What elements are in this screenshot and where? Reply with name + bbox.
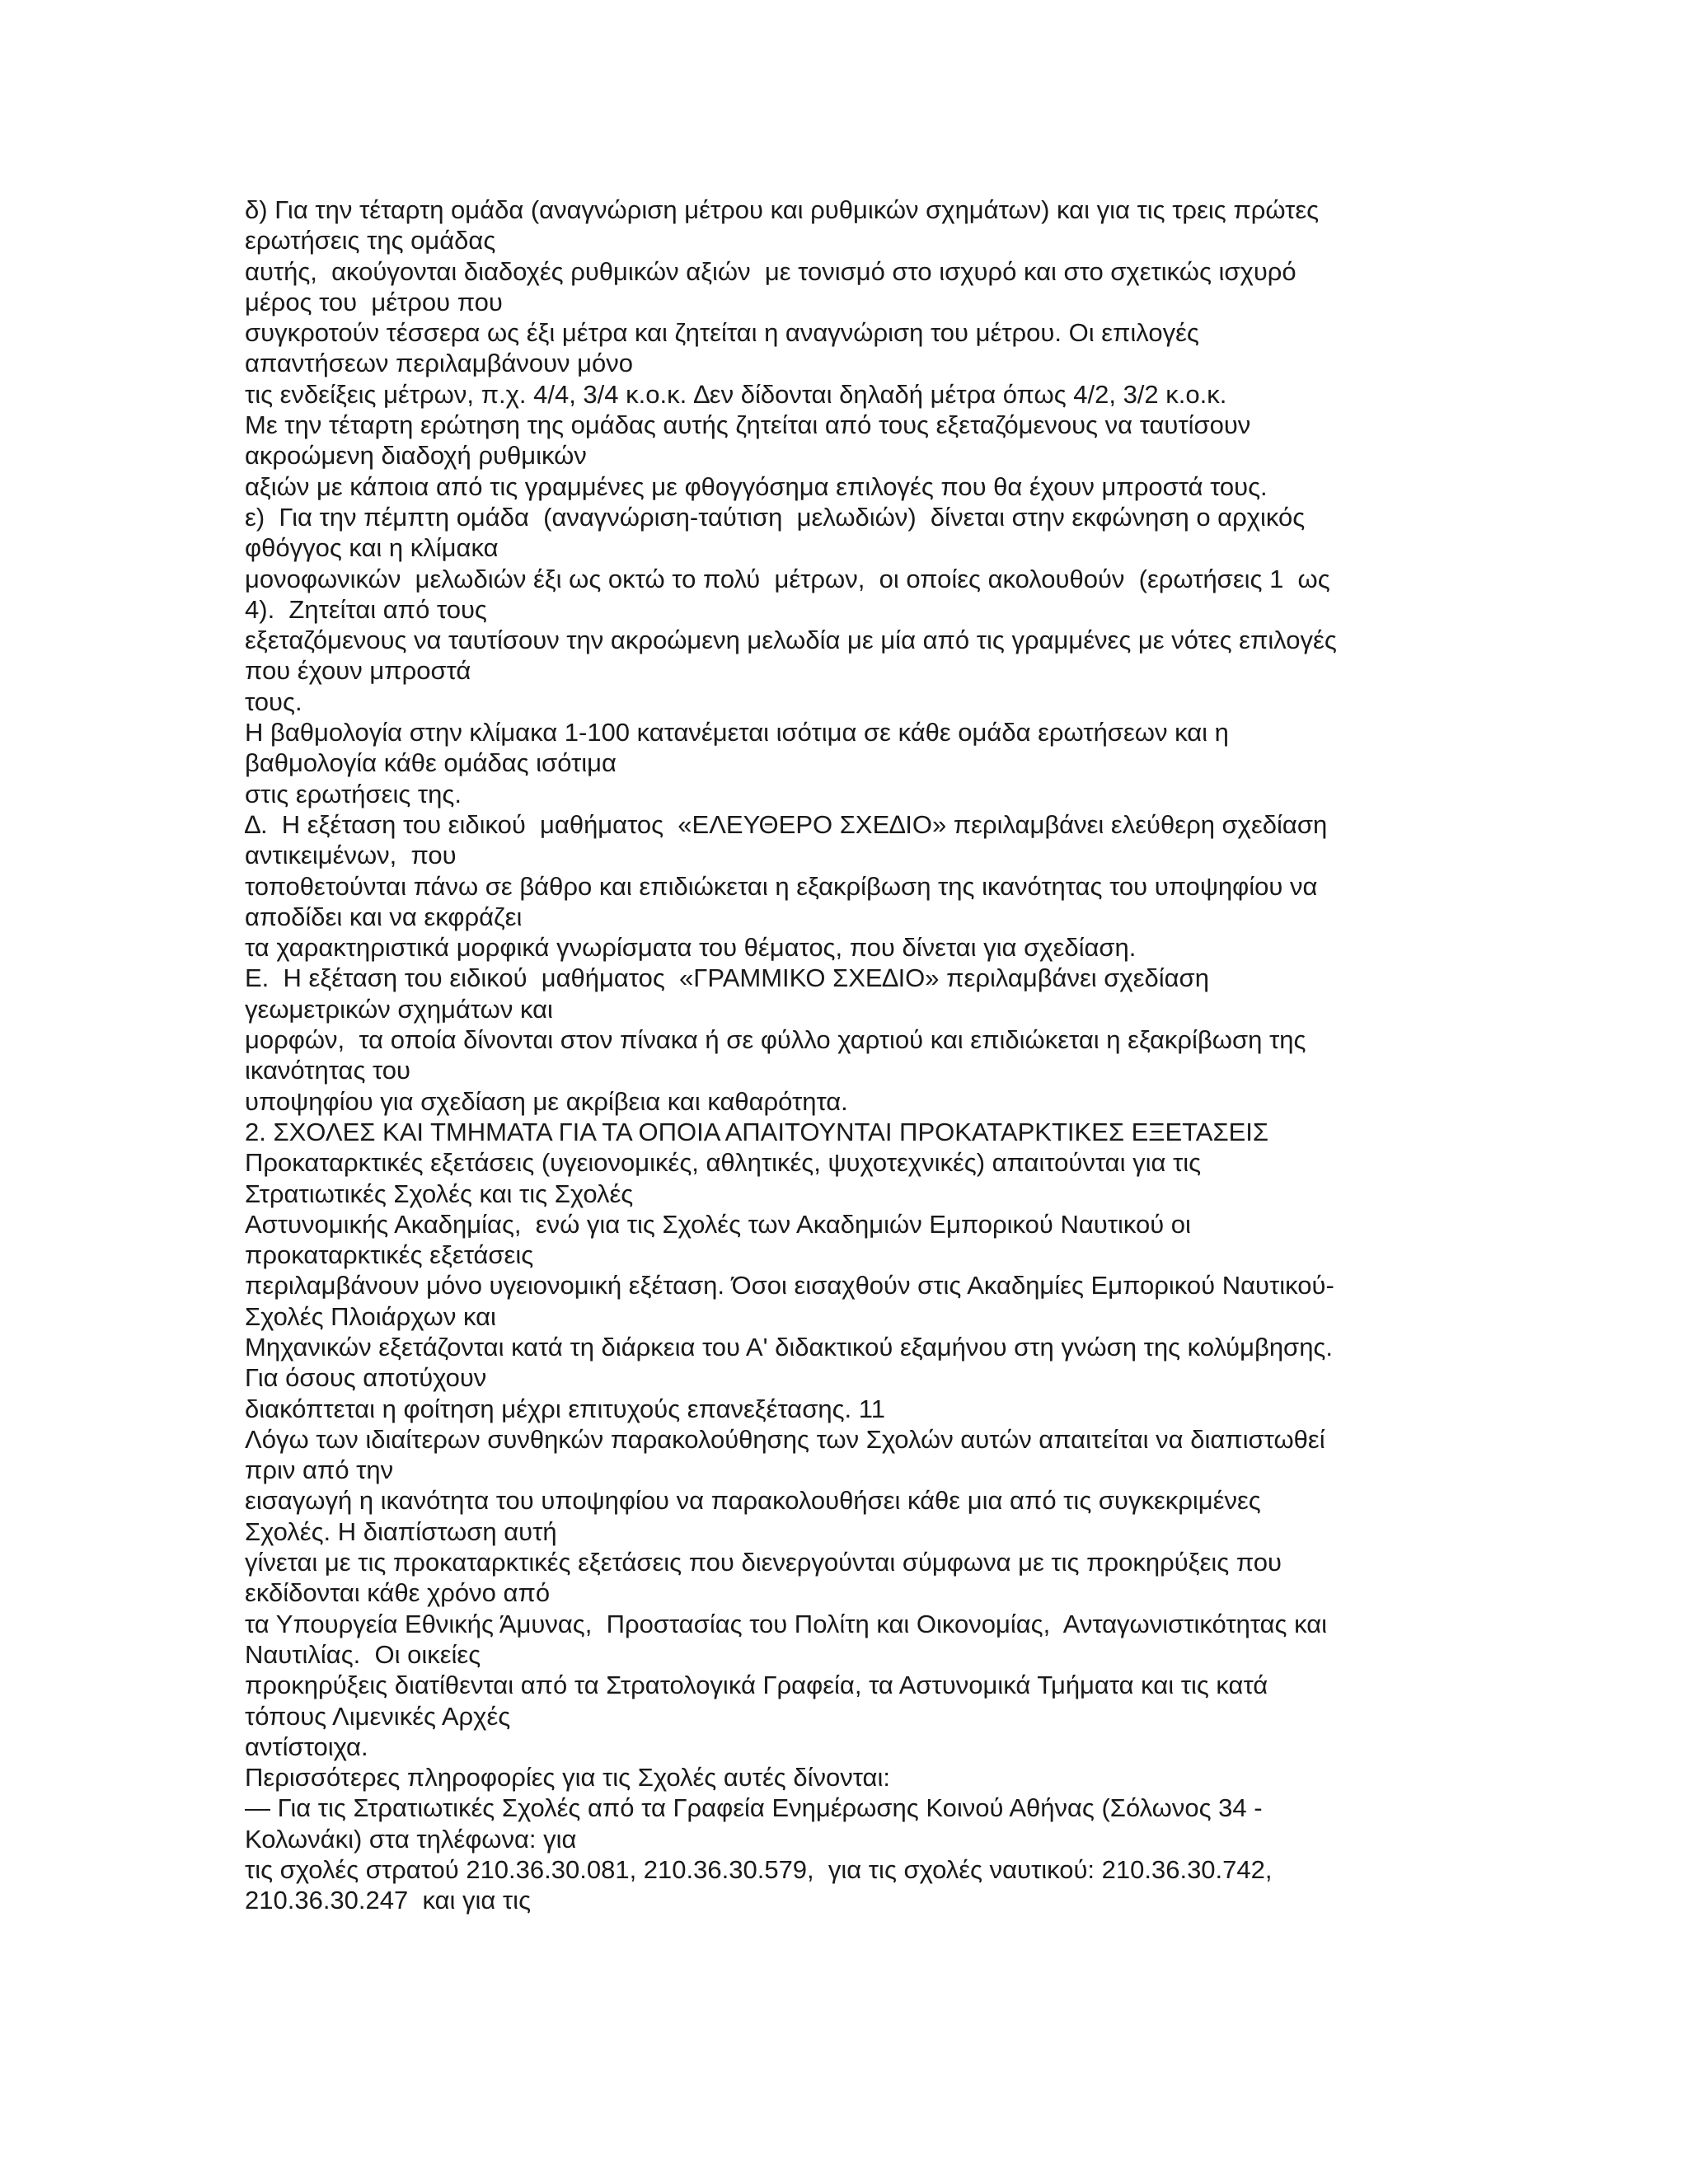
text-line: τις σχολές στρατού 210.36.30.081, 210.36.30.579, για τις σχολές ναυτικού: 210.36.30.742, [245,1855,1273,1885]
text-line: 2. ΣΧΟΛΕΣ ΚΑΙ ΤΜΗΜΑΤΑ ΓΙΑ ΤΑ ΟΠΟΙΑ ΑΠΑΙΤΟΥΝΤΑΙ ΠΡΟΚΑΤΑΡΚΤΙΚΕΣ ΕΞΕΤΑΣΕΙΣ [245,1117,1269,1146]
text-line: Στρατιωτικές Σχολές και τις Σχολές [245,1179,634,1208]
text-line: — Για τις Στρατιωτικές Σχολές από τα Γραφεία Ενημέρωσης Κοινού Αθήνας (Σόλωνος 34 - [245,1793,1263,1823]
text-line: αξιών με κάποια από τις γραμμένες με φθογγόσημα επιλογές που θα έχουν μπροστά τους. [245,471,1268,501]
text-line: εξεταζόμενους να ταυτίσουν την ακροώμενη μελωδία με μία από τις γραμμένες με νότες επιλογές [245,626,1337,655]
text-line: προκηρύξεις διατίθενται από τα Στρατολογικά Γραφεία, τα Αστυνομικά Τμήματα και τις κατά [245,1671,1268,1700]
text-line: Αστυνομικής Ακαδημίας, ενώ για τις Σχολές των Ακαδημιών Εμπορικού Ναυτικού οι [245,1209,1191,1239]
text-line: στις ερωτήσεις της. [245,779,462,808]
text-line: ερωτήσεις της ομάδας [245,226,496,255]
text-line: Με την τέταρτη ερώτηση της ομάδας αυτής ζητείται από τους εξεταζόμενους να ταυτίσουν [245,410,1251,440]
text-line: απαντήσεων περιλαμβάνουν μόνο [245,349,633,378]
text-line: αυτής, ακούγονται διαδοχές ρυθμικών αξιών με τονισμό στο ισχυρό και στο σχετικώς ισχυρό [245,256,1296,286]
text-line: τους. [245,687,302,716]
text-line: βαθμολογία κάθε ομάδας ισότιμα [245,748,617,778]
text-line: Ε. Η εξέταση του ειδικού μαθήματος «ΓΡΑΜΜΙΚΟ ΣΧΕ∆ΙΟ» περιλαμβάνει σχεδίαση [245,963,1209,993]
text-line: τοποθετούνται πάνω σε βάθρο και επιδιώκεται η εξακρίβωση της ικανότητας του υποψηφίου να [245,871,1318,901]
text-line: υποψηφίου για σχεδίαση με ακρίβεια και καθαρότητα. [245,1086,848,1116]
text-line: εκδίδονται κάθε χρόνο από [245,1578,551,1608]
text-line: τα χαρακτηριστικά μορφικά γνωρίσματα του θέματος, που δίνεται για σχεδίαση. [245,933,1137,963]
text-line: ικανότητας του [245,1056,411,1085]
text-line: ακροώμενη διαδοχή ρυθμικών [245,441,587,471]
text-line: προκαταρκτικές εξετάσεις [245,1240,534,1270]
text-line: συγκροτούν τέσσερα ως έξι μέτρα και ζητείται η αναγνώριση του μέτρου. Οι επιλογές [245,318,1199,348]
text-line: αποδίδει και να εκφράζει [245,902,523,931]
text-line: αντικειμένων, που [245,841,457,870]
text-line: Μηχανικών εξετάζονται κατά τη διάρκεια του Α' διδακτικού εξαμήνου στη γνώση της κολύμβησης. [245,1332,1333,1361]
text-line: διακόπτεται η φοίτηση μέχρι επιτυχούς επανεξέτασης. 11 [245,1394,885,1423]
text-line: μέρος του μέτρου που [245,287,503,316]
text-line: αντίστοιχα. [245,1732,368,1761]
text-line: φθόγγος και η κλίμακα [245,533,499,563]
text-line: εισαγωγή η ικανότητα του υποψηφίου να παρακολουθήσει κάθε μια από τις συγκεκριμένες [245,1486,1261,1516]
text-line: Προκαταρκτικές εξετάσεις (υγειονομικές, αθλητικές, ψυχοτεχνικές) απαιτούνται για τις [245,1148,1202,1178]
text-line: 4). Ζητείται από τους [245,594,487,624]
text-line: τις ενδείξεις μέτρων, π.χ. 4/4, 3/4 κ.ο.κ. ∆εν δίδονται δηλαδή μέτρα όπως 4/2, 3/2 κ.ο.κ. [245,379,1227,409]
text-line: Λόγω των ιδιαίτερων συνθηκών παρακολούθησης των Σχολών αυτών απαιτείται να διαπιστωθεί [245,1424,1325,1454]
text-line: ∆. Η εξέταση του ειδικού μαθήματος «ΕΛΕΥΘΕΡΟ ΣΧΕ∆ΙΟ» περιλαμβάνει ελεύθερη σχεδίαση [245,809,1328,839]
text-line: που έχουν μπροστά [245,656,471,686]
text-line: Κολωνάκι) στα τηλέφωνα: για [245,1824,577,1854]
text-line: γίνεται με τις προκαταρκτικές εξετάσεις που διενεργούνται σύμφωνα με τις προκηρύξεις που [245,1548,1282,1577]
text-line: πριν από την [245,1455,394,1485]
text-line: Σχολές. Η διαπίστωση αυτή [245,1516,557,1546]
text-line: Η βαθμολογία στην κλίμακα 1-100 κατανέμεται ισότιμα σε κάθε ομάδα ερωτήσεων και η [245,718,1229,748]
text-line: περιλαμβάνουν μόνο υγειονομική εξέταση. Όσοι εισαχθούν στις Ακαδημίες Εμπορικού Ναυτικού- [245,1271,1334,1301]
text-line: Ναυτιλίας. Οι οικείες [245,1639,481,1669]
text-line: μορφών, τα οποία δίνονται στον πίνακα ή σε φύλλο χαρτιού και επιδιώκεται η εξακρίβωση της [245,1025,1306,1055]
document-body [245,194,1448,1916]
text-line: τα Υπουργεία Εθνικής Άμυνας, Προστασίας του Πολίτη και Οικονομίας, Ανταγωνιστικότητας και [245,1609,1328,1638]
text-line: δ) Για την τέταρτη ομάδα (αναγνώριση μέτρου και ρυθμικών σχημάτων) και για τις τρεις πρώτες [245,195,1320,224]
text-line: Σχολές Πλοιάρχων και [245,1301,496,1331]
text-line: 210.36.30.247 και για τις [245,1886,532,1915]
text-line: Για όσους αποτύχουν [245,1363,487,1393]
text-line: γεωμετρικών σχημάτων και [245,994,553,1024]
text-line: ε) Για την πέμπτη ομάδα (αναγνώριση-ταύτιση μελωδιών) δίνεται στην εκφώνηση ο αρχικός [245,502,1306,532]
text-line: τόπους Λιμενικές Αρχές [245,1701,511,1731]
text-line: μονοφωνικών μελωδιών έξι ως οκτώ το πολύ μέτρων, οι οποίες ακολουθούν (ερωτήσεις 1 ως [245,564,1330,593]
text-line: Περισσότερες πληροφορίες για τις Σχολές αυτές δίνονται: [245,1763,890,1793]
